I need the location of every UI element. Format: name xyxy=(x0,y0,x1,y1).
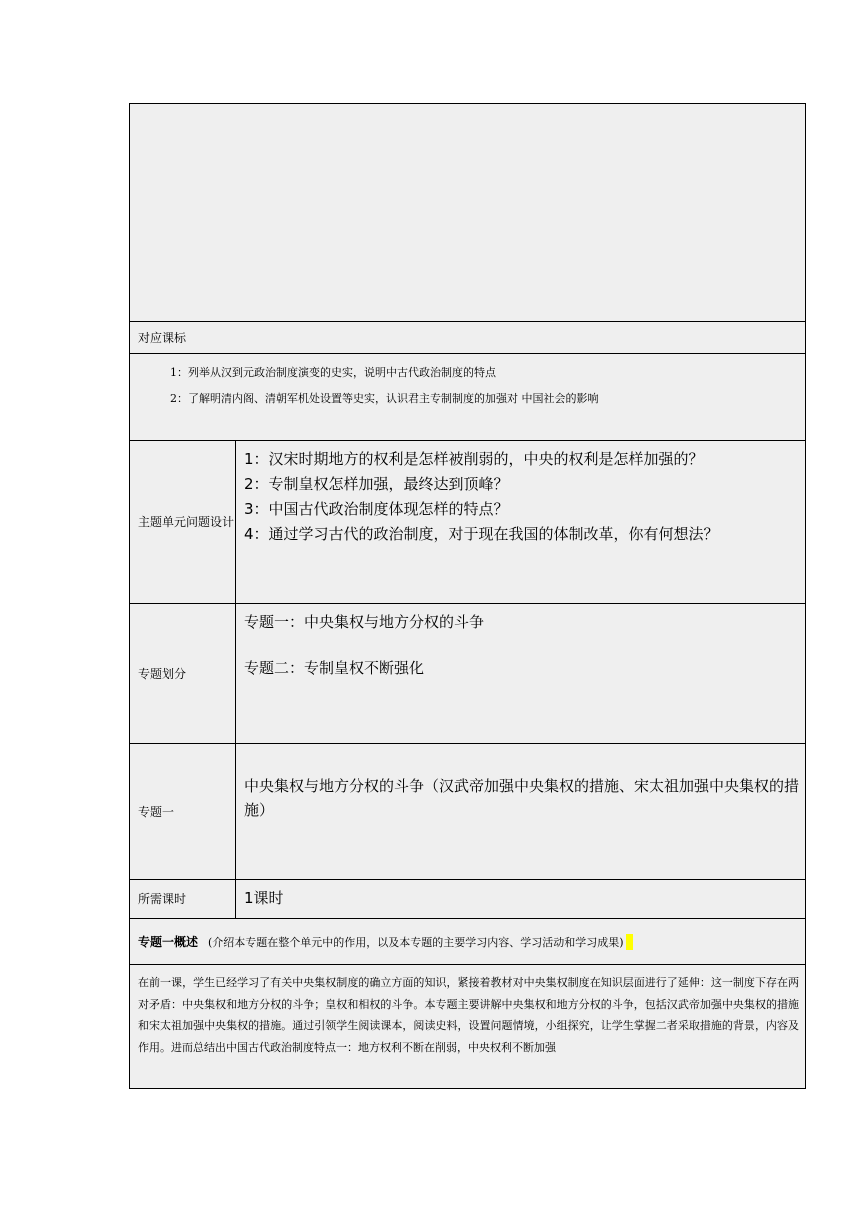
standard-item: 1：列举从汉到元政治制度演变的史实，说明中古代政治制度的特点 xyxy=(170,366,496,379)
overview-header xyxy=(130,919,806,965)
hours-row xyxy=(130,880,806,919)
hours-value: 1课时 xyxy=(236,880,806,919)
standards-list xyxy=(130,354,806,441)
overview-text: 在前一课，学生已经学习了有关中央集权制度的确立方面的知识，紧接着教材对中央集权制度在知识层面进行了延伸：这一制度下存在两对矛盾：中央集权和地方分权的斗争；皇权和相权的斗争。本专题主要讲解中央集权和地方分权的斗争，包括汉武帝加强中央集权的措施和宋太祖加强中央集权的措施。通过引领学生阅读课本，阅读史料，设置问题情境，小组探究，让学生掌握二者采取措施的背景，内容及作用。进而总结出中国古代政治制度特点一：地方权利不断在削弱，中央权利不断加强 xyxy=(130,965,806,1089)
question-item: 2：专制皇权怎样加强，最终达到顶峰？ xyxy=(244,475,509,493)
overview-label: 专题一概述 xyxy=(138,934,199,949)
blank-cell xyxy=(130,104,806,322)
questions-label: 主题单元问题设计 xyxy=(130,441,236,604)
questions-row xyxy=(130,441,806,604)
standard-item: 2：了解明清内阁、清朝军机处设置等史实，认识君主专制制度的加强对 中国社会的影响 xyxy=(170,392,599,405)
question-item: 4：通过学习古代的政治制度，对于现在我国的体制改革，你有何想法？ xyxy=(244,525,719,543)
topics-list xyxy=(236,604,806,744)
questions-list xyxy=(236,441,806,604)
highlight-mark xyxy=(626,934,633,950)
overview-header-row xyxy=(130,919,806,965)
topics-label: 专题划分 xyxy=(130,604,236,744)
topic-item: 专题一：中央集权与地方分权的斗争 xyxy=(244,613,485,631)
topic-one-text: 中央集权与地方分权的斗争（汉武帝加强中央集权的措施、宋太祖加强中央集权的措施） xyxy=(236,744,806,880)
overview-description: (介绍本专题在整个单元中的作用，以及本专题的主要学习内容、学习活动和学习成果) xyxy=(208,935,624,949)
hours-label: 所需课时 xyxy=(130,880,236,919)
question-item: 1：汉宋时期地方的权利是怎样被削弱的，中央的权利是怎样加强的？ xyxy=(244,450,704,468)
overview-row xyxy=(130,965,806,1089)
standards-row xyxy=(130,354,806,441)
topic-item: 专题二：专制皇权不断强化 xyxy=(244,659,425,677)
topic-one-label: 专题一 xyxy=(130,744,236,880)
lesson-plan-table xyxy=(129,103,806,1089)
standards-label: 对应课标 xyxy=(130,322,806,354)
question-item: 3：中国古代政治制度体现怎样的特点？ xyxy=(244,500,509,518)
topics-row xyxy=(130,604,806,744)
blank-top-row xyxy=(130,104,806,322)
standards-header-row xyxy=(130,322,806,354)
topic-one-row xyxy=(130,744,806,880)
